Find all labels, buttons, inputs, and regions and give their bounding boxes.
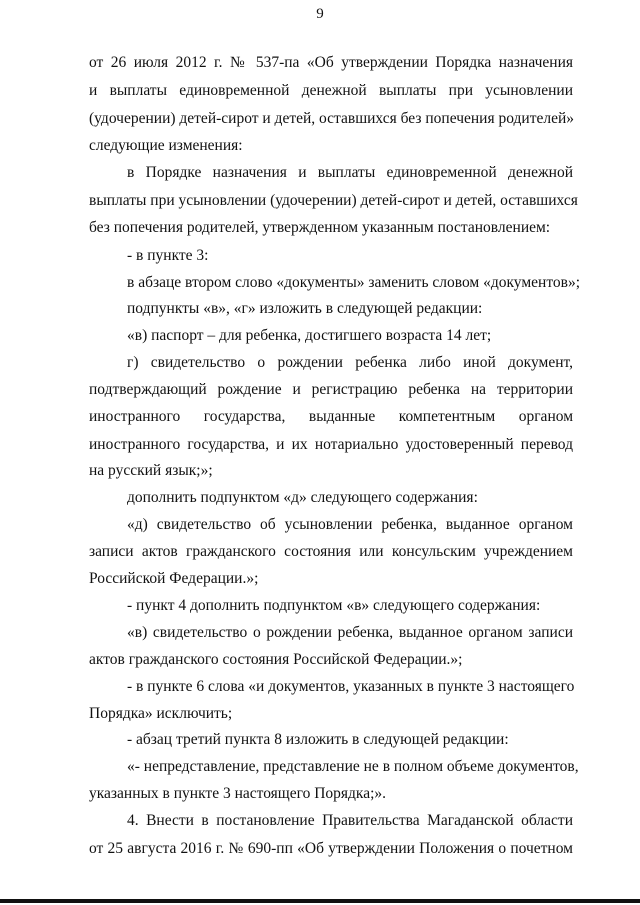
text-line: 4. Внести в постановление Правительства Магаданской области [127,812,573,829]
text-line: - пункт 4 дополнить подпунктом «в» следующего содержания: [127,597,541,614]
text-line: подтверждающий рождение и регистрацию ребенка на территории [89,381,573,398]
text-line: в Порядке назначения и выплаты единовременной денежной [127,164,573,181]
text-line: в абзаце втором слово «документы» заменить словом «документов»; [127,274,581,291]
text-line: дополнить подпунктом «д» следующего содержания: [127,489,478,506]
text-line: г) свидетельство о рождении ребенка либо иной документ, [127,354,573,371]
text-line: без попечения родителей, утвержденном указанным постановлением: [89,219,551,236]
bottom-edge-rule [0,899,640,903]
text-line: - в пункте 6 слова «и документов, указанных в пункте 3 настоящего [127,678,575,695]
text-line: «- непредставление, представление не в полном объеме документов, [127,758,579,775]
text-line: - в пункте 3: [127,247,209,264]
text-line: Порядка» исключить; [89,705,233,722]
text-line: Российской Федерации.»; [89,570,259,587]
text-line: - абзац третий пункта 8 изложить в следующей редакции: [127,731,509,748]
text-line: (удочерении) детей-сирот и детей, оставшихся без попечения родителей» [89,110,575,127]
page-number: 9 [316,6,324,22]
text-line: от 26 июля 2012 г. № 537-па «Об утверждении Порядка назначения [89,54,573,71]
text-line: подпункты «в», «г» изложить в следующей редакции: [127,300,483,317]
text-line: «в) паспорт – для ребенка, достигшего возраста 14 лет; [127,327,492,344]
text-line: иностранного государства, и их нотариально удостоверенный перевод [89,436,573,453]
text-line: актов гражданского состояния Российской Федерации.»; [89,651,463,668]
text-line: и выплаты единовременной денежной выплаты при усыновлении [89,82,573,99]
text-line: записи актов гражданского состояния или консульским учреждением [89,543,573,560]
text-line: следующие изменения: [89,137,243,154]
text-line: «д) свидетельство об усыновлении ребенка, выданное органом [127,516,573,533]
text-line: «в) свидетельство о рождении ребенка, выданное органом записи [127,624,573,641]
text-line: от 25 августа 2016 г. № 690-пп «Об утверждении Положения о почетном [89,840,573,857]
text-line: указанных в пункте 3 настоящего Порядка;». [89,785,387,802]
text-line: иностранного государства, выданные компетентным органом [89,408,573,425]
text-line: выплаты при усыновлении (удочерении) детей-сирот и детей, оставшихся [89,192,578,209]
text-line: на русский язык;»; [89,462,213,479]
